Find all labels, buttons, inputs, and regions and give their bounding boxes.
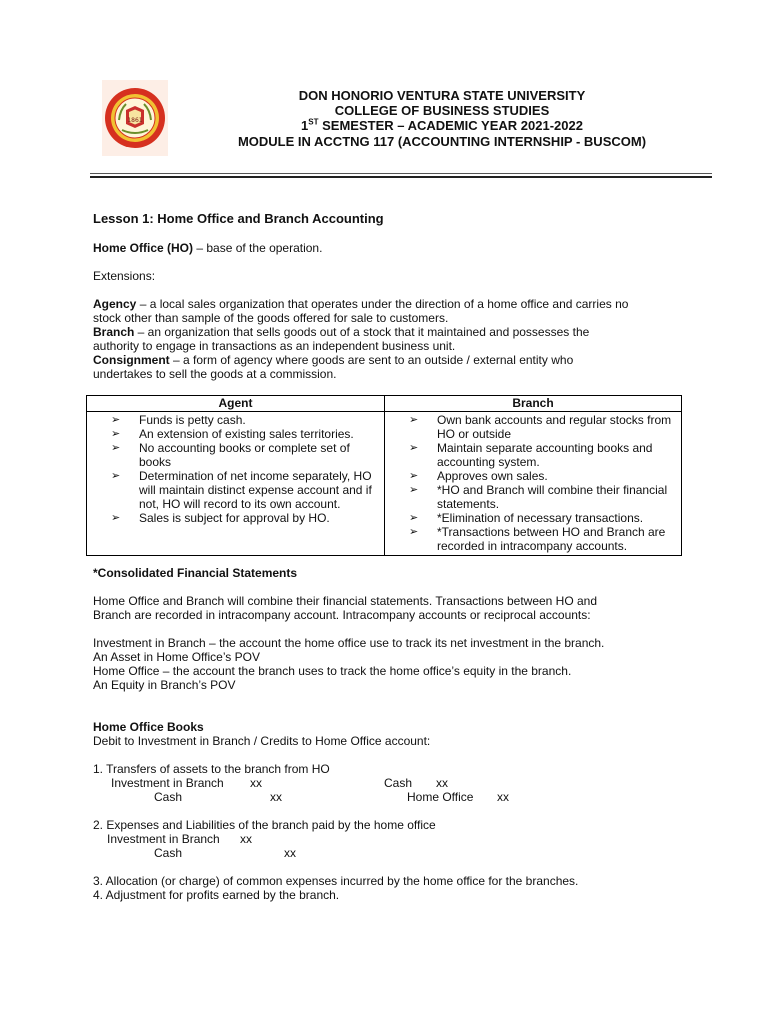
consolidated-heading: *Consolidated Financial Statements	[93, 566, 298, 580]
ho-books-subheading: Debit to Investment in Branch / Credits to Home Office account:	[93, 734, 431, 748]
list-item: ➢ Maintain separate accounting books and accounting system.	[409, 441, 653, 469]
item-2-expenses: 2. Expenses and Liabilities of the branch paid by the home office	[93, 818, 436, 832]
list-item: ➢ An extension of existing sales territories.	[111, 427, 354, 441]
entry-credit-amount: xx	[284, 846, 296, 860]
branch-column-header: Branch	[385, 396, 682, 412]
item-4-adjustment: 4. Adjustment for profits earned by the branch.	[93, 888, 340, 902]
header-divider-thick	[90, 176, 712, 178]
agent-list	[87, 412, 384, 527]
entry-debit-amount: xx	[240, 832, 252, 846]
university-name: DON HONORIO VENTURA STATE UNIVERSITY	[298, 88, 586, 103]
arrow-bullet-icon: ➢	[111, 428, 121, 440]
entry-debit-account: Investment in Branch	[107, 832, 220, 846]
branch-entry-credit-amount: xx	[497, 790, 509, 804]
list-item: ➢ Own bank accounts and regular stocks from HO or outside	[409, 413, 672, 441]
entry-credit-account: Cash	[154, 846, 183, 860]
college-name: COLLEGE OF BUSINESS STUDIES	[334, 103, 550, 118]
agent-cell	[87, 412, 385, 556]
list-item: ➢ *Elimination of necessary transactions.	[409, 511, 644, 525]
arrow-bullet-icon: ➢	[111, 414, 121, 426]
list-item: ➢ Sales is subject for approval by HO.	[111, 511, 330, 525]
lesson-title: Lesson 1: Home Office and Branch Accounting	[93, 211, 384, 226]
arrow-bullet-icon: ➢	[409, 512, 419, 524]
branch-entry-debit-account: Cash	[384, 776, 413, 790]
table-header-row	[87, 396, 682, 412]
list-item: ➢ *Transactions between HO and Branch are recorded in intracompany accounts.	[409, 525, 666, 553]
asset-pov-note: An Asset in Home Office’s POV	[93, 650, 260, 664]
branch-cell	[385, 412, 682, 556]
table-row	[87, 412, 682, 556]
branch-definition-cont: authority to engage in transactions as an independent business unit.	[93, 339, 456, 353]
consignment-definition-cont: undertakes to sell the goods at a commission.	[93, 367, 337, 381]
entry-debit-amount: xx	[250, 776, 262, 790]
semester-line: 1ST SEMESTER – ACADEMIC YEAR 2021-2022	[301, 117, 583, 133]
ho-definition: Home Office (HO) – base of the operation.	[93, 241, 323, 255]
branch-entry-credit-account: Home Office	[407, 790, 474, 804]
agent-vs-branch-table	[86, 395, 682, 556]
agency-definition: Agency – a local sales organization that operates under the direction of a home office and carries no	[93, 297, 629, 311]
list-item: ➢ No accounting books or complete set of books	[111, 441, 350, 469]
logo-year: 1861	[127, 117, 143, 124]
extensions-label: Extensions:	[93, 269, 156, 283]
branch-entry-debit-amount: xx	[436, 776, 448, 790]
item-1-transfers: 1. Transfers of assets to the branch from HO	[93, 762, 330, 776]
university-seal-logo	[102, 80, 168, 156]
arrow-bullet-icon: ➢	[111, 470, 121, 482]
investment-in-branch-definition: Investment in Branch – the account the home office use to track its net investment in the branch.	[93, 636, 605, 650]
branch-definition: Branch – an organization that sells goods out of a stock that it maintained and possesses the	[93, 325, 590, 339]
home-office-definition: Home Office – the account the branch uses to track the home office’s equity in the branch.	[93, 664, 572, 678]
arrow-bullet-icon: ➢	[111, 512, 121, 524]
module-title: MODULE IN ACCTNG 117 (ACCOUNTING INTERNSHIP - BUSCOM)	[237, 134, 647, 149]
list-item: ➢ Approves own sales.	[409, 469, 548, 483]
consignment-definition: Consignment – a form of agency where goods are sent to an outside / external entity who	[93, 353, 574, 367]
consolidated-paragraph: Home Office and Branch will combine their financial statements. Transactions between HO and	[93, 594, 598, 608]
arrow-bullet-icon: ➢	[409, 414, 419, 426]
entry-debit-account: Investment in Branch	[111, 776, 224, 790]
arrow-bullet-icon: ➢	[409, 470, 419, 482]
header-divider-thin	[90, 173, 712, 174]
consolidated-paragraph-cont: Branch are recorded in intracompany account. Intracompany accounts or reciprocal accounts:	[93, 608, 591, 622]
branch-list	[385, 412, 681, 555]
agency-definition-cont: stock other than sample of the goods offered for sale to customers.	[93, 311, 449, 325]
agent-column-header: Agent	[87, 396, 385, 412]
arrow-bullet-icon: ➢	[111, 442, 121, 454]
entry-credit-amount: xx	[270, 790, 282, 804]
item-3-allocation: 3. Allocation (or charge) of common expenses incurred by the home office for the branches.	[93, 874, 579, 888]
arrow-bullet-icon: ➢	[409, 526, 419, 538]
list-item: ➢ Determination of net income separately, HO will maintain distinct expense account and if not, HO will record to its own account.	[111, 469, 372, 511]
entry-credit-account: Cash	[154, 790, 183, 804]
list-item: ➢ *HO and Branch will combine their financial statements.	[409, 483, 668, 511]
arrow-bullet-icon: ➢	[409, 442, 419, 454]
equity-pov-note: An Equity in Branch’s POV	[93, 678, 236, 692]
list-item: ➢ Funds is petty cash.	[111, 413, 246, 427]
arrow-bullet-icon: ➢	[409, 484, 419, 496]
ho-books-heading: Home Office Books	[93, 720, 204, 734]
